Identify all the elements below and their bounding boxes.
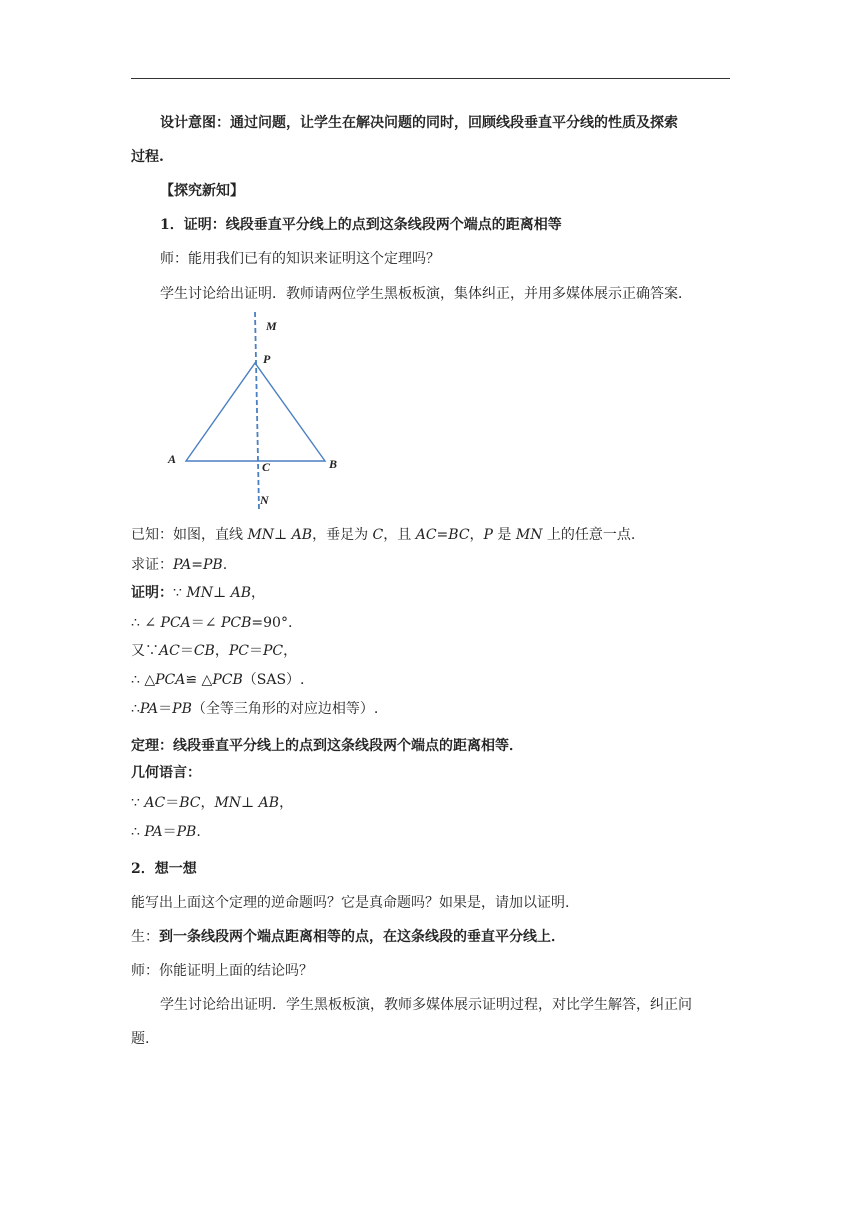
item2-title: 2．想一想 (131, 861, 197, 877)
label-c: C (262, 460, 271, 474)
label-n: N (260, 493, 269, 507)
closing-line2: 题. (131, 1031, 150, 1047)
design-intent-line2: 过程. (131, 149, 164, 165)
proof-step2: ∴ ∠ PCA＝∠ PCB=90°. (131, 615, 293, 631)
label-a: A (168, 452, 177, 466)
perpendicular-bisector-mn (255, 312, 259, 510)
student-discussion: 学生讨论给出证明．教师请两位学生黑板板演，集体纠正，并用多媒体展示正确答案． (160, 286, 692, 302)
label-p: P (263, 352, 271, 366)
label-m: M (266, 319, 277, 333)
proof-step3: 又∵AC＝CB，PC＝PC， (131, 643, 298, 659)
teacher-question: 师：能用我们已有的知识来证明这个定理吗？ (160, 251, 440, 267)
given-statement: 已知：如图，直线 MN⊥ AB，垂足为 C，且 AC=BC，P 是 MN 上的任意一点. (131, 527, 636, 543)
proof-step5: ∴PA＝PB（全等三角形的对应边相等）. (131, 701, 379, 717)
proof-step1: 证明：∵ MN⊥ AB， (131, 585, 265, 601)
header-rule (131, 78, 730, 79)
item1-title: 1．证明：线段垂直平分线上的点到这条线段两个端点的距离相等 (160, 217, 562, 233)
geometry-figure (155, 310, 375, 520)
student-answer: 生：到一条线段两个端点距离相等的点，在这条线段的垂直平分线上． (131, 929, 565, 945)
closing-line1: 学生讨论给出证明．学生黑板板演，教师多媒体展示证明过程，对比学生解答，纠正问 (160, 997, 692, 1013)
geometry-language-line2: ∴ PA＝PB. (131, 824, 201, 840)
prove-statement: 求证：PA=PB. (131, 557, 228, 573)
section-heading: 【探究新知】 (160, 183, 244, 199)
design-intent-line1: 设计意图：通过问题，让学生在解决问题的同时，回顾线段垂直平分线的性质及探索 (160, 115, 678, 131)
label-b: B (329, 457, 338, 471)
teacher-question-2: 师：你能证明上面的结论吗？ (131, 963, 313, 979)
theorem-statement: 定理：线段垂直平分线上的点到这条线段两个端点的距离相等． (131, 738, 523, 754)
geometry-language-line1: ∵ AC＝BC，MN⊥ AB， (131, 795, 294, 811)
proof-step4: ∴ △PCA≌ △PCB（SAS）. (131, 672, 305, 688)
geometry-language-label: 几何语言： (131, 765, 201, 781)
converse-question: 能写出上面这个定理的逆命题吗？它是真命题吗？如果是，请加以证明. (131, 895, 570, 911)
